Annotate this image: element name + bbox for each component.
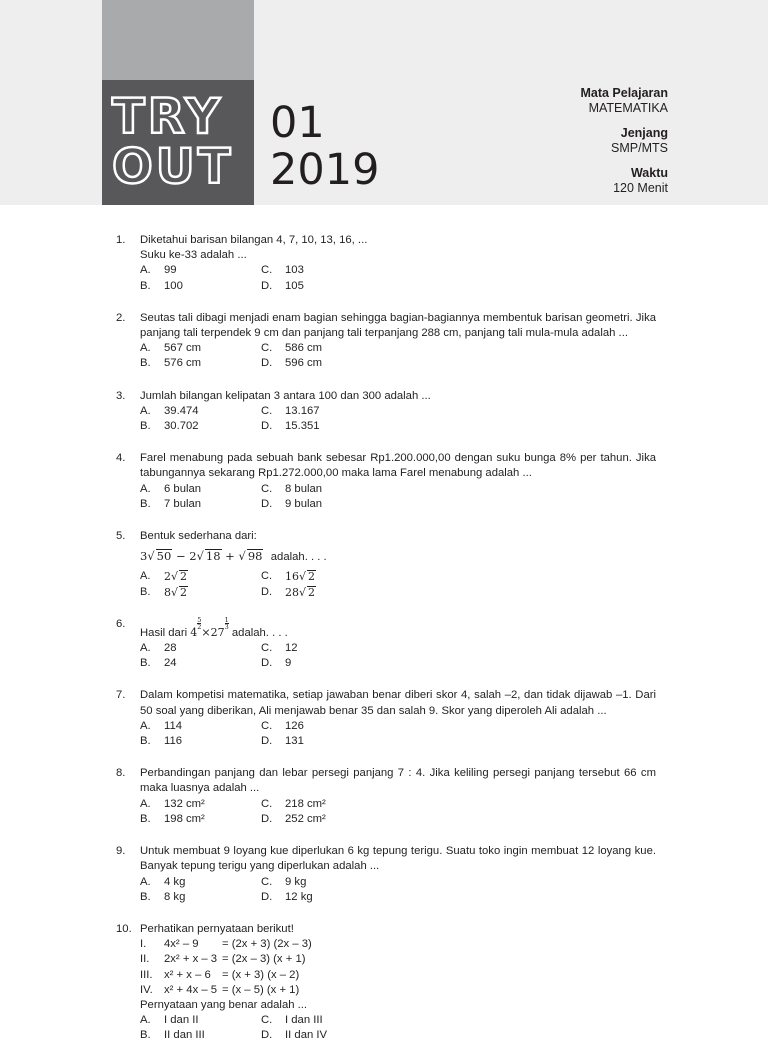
question-stem: Bentuk sederhana dari: [140,530,257,543]
option-d [261,734,411,749]
option-letter: B. [140,657,151,670]
option-text: 131 [285,735,304,748]
question-stem: Pernyataan yang benar adalah ... [140,998,308,1011]
denominator: 2 [197,622,202,631]
question-number: 3. [116,389,126,402]
level-label: Jenjang [620,126,668,140]
option-letter: A. [140,570,151,583]
option-text: 6 bulan [164,482,202,495]
option-letter: A. [140,342,151,355]
option-b [140,497,261,512]
question-number: 1. [116,234,126,246]
option-letter: A. [140,1014,151,1027]
option-a [140,641,261,656]
option-text: I dan II [164,1014,199,1027]
option-letter: C. [261,797,273,810]
statement-roman: I. [140,938,147,951]
logo-line-2: OUT [112,139,234,195]
option-text: II dan IV [285,1029,328,1042]
option-text: 39.474 [164,404,199,417]
option-text: 103 [285,264,304,277]
subject-label: Mata Pelajaran [580,86,668,100]
question-7 [116,688,656,749]
option-d [261,497,411,512]
power-expression [190,615,229,639]
option-text: 198 cm² [164,812,205,825]
statement-left: x² + 4x – 5 [164,983,218,996]
option-b [140,279,261,294]
statement-right: = (2x + 3) (2x – 3) [222,938,312,951]
option-a [140,797,261,812]
question-number: 5. [116,530,126,543]
radicand: 98 [247,549,263,564]
question-10 [116,922,656,1044]
option-text: 4 kg [164,875,186,888]
option-text: 24 [164,657,177,670]
option-letter: D. [261,735,273,748]
option-text: 105 [285,279,304,292]
option-letter: D. [261,357,273,370]
question-2 [116,311,656,372]
option-c [261,641,411,656]
option-text: 28 [164,642,177,655]
radicand: 2 [308,570,316,584]
option-letter: B. [140,357,151,370]
option-a [140,263,261,278]
option-text: 13.167 [285,404,320,417]
option-letter: B. [140,420,151,433]
option-text: 114 [164,719,183,732]
answer-options [140,719,656,749]
option-b [140,356,261,371]
option-letter: B. [140,497,151,510]
option-c [261,482,411,497]
stem-text: Hasil dari [140,626,191,639]
option-letter: B. [140,890,151,903]
option-text: 8 bulan [285,482,323,495]
question-stem: Jumlah bilangan kelipatan 3 antara 100 dan 300 adalah ... [140,389,431,402]
option-text: 576 cm [164,357,202,370]
option-text: 252 cm² [285,812,326,825]
statement-roman: IV. [140,983,153,996]
option-text: 567 cm [164,342,202,355]
answer-options [140,404,656,434]
logo-line-1: TRY [112,89,223,145]
question-stem [140,617,656,641]
option-letter: B. [140,735,151,748]
option-letter: C. [261,264,273,277]
radicand: 2 [308,585,316,599]
question-number: 6. [116,617,126,630]
coefficient: 2 [164,570,171,584]
option-b [140,585,261,600]
answer-options [140,641,656,671]
question-stem: Seutas tali dibagi menjadi enam bagian sehingga bagian-bagiannya membentuk barisan geometri. Jika panjang tali terpendek 9 cm dan panjang tali terpanjang 288 cm, panjang tali mula-mula adalah ... [140,311,656,340]
question-5 [116,529,656,600]
answer-options [140,482,656,512]
radicand: 50 [156,549,172,564]
option-c [261,875,411,890]
level-value: SMP/MTS [611,141,668,155]
subject-value: MATEMATIKA [588,101,668,115]
option-b [140,734,261,749]
radicand: 2 [180,585,188,599]
question-9 [116,844,656,905]
question-number: 7. [116,689,126,702]
option-letter: C. [261,642,273,655]
question-stem: Farel menabung pada sebuah bank sebesar Rp1.200.000,00 dengan suku bunga 8% per tahun. Jika tabungannya sekarang Rp1.272.000,00 maka lama Farel menabung adalah ... [140,452,656,480]
option-letter: D. [261,1029,273,1042]
option-text: 116 [164,735,183,748]
option-text: 30.702 [164,420,199,433]
answer-options [140,569,656,599]
option-b [140,419,261,434]
option-letter: C. [261,1014,273,1027]
option-c [261,569,411,584]
option-text: 9 bulan [285,497,323,510]
option-c [261,263,411,278]
option-letter: A. [140,642,151,655]
option-letter: D. [261,812,273,825]
option-b [140,1028,261,1043]
option-a [140,341,261,356]
statement-left: x² + x – 6 [164,968,211,981]
coefficient: 28 [285,585,299,599]
answer-options [140,1013,656,1043]
option-text: 12 kg [285,890,313,903]
option-text: 28√ 2 [285,585,316,599]
option-text: 132 cm² [164,797,205,810]
time-label: Waktu [630,166,668,180]
expression-tail: adalah. . . . [270,551,327,564]
operator: + [221,549,239,564]
option-text: 9 [285,657,292,670]
level-info [580,126,668,156]
option-d [261,356,411,371]
tryout-number-year [270,100,379,194]
question-3 [116,389,656,435]
option-letter: B. [140,279,151,292]
option-letter: A. [140,482,151,495]
option-text: 100 [164,279,183,292]
operator: − 2 [172,549,197,564]
question-6 [116,617,656,672]
question-stem: Untuk membuat 9 loyang kue diperlukan 6 kg tepung terigu. Suatu toko ingin membuat 12 loyang kue. Banyak tepung terigu yang diperlukan adalah ... [140,845,656,873]
statement-right: = (x + 3) (x – 2) [222,968,300,981]
statement-list [140,937,656,998]
option-letter: C. [261,719,273,732]
option-text: 8√ 2 [164,585,188,599]
option-letter: A. [140,719,151,732]
time-info [580,166,668,196]
tryout-number: 01 [270,98,325,148]
answer-options [140,875,656,905]
logo-top-block [102,0,254,80]
statement-left: 4x² – 9 [164,938,199,951]
option-letter: C. [261,570,272,583]
question-stem: Perhatikan pernyataan berikut! [140,922,294,935]
option-letter: A. [140,875,151,888]
statement-right: = (x – 5) (x + 1) [222,983,300,996]
question-number: 4. [116,452,126,465]
stem-text: adalah. . . . [228,626,288,639]
option-c [261,719,411,734]
option-a [140,719,261,734]
statement-left: 2x² + x – 3 [164,953,218,966]
option-d [261,279,411,294]
option-b [140,656,261,671]
radicand: 2 [180,570,188,584]
option-d [261,419,411,434]
question-stem: Diketahui barisan bilangan 4, 7, 10, 13, 16, ... [140,234,368,246]
option-letter: C. [261,482,273,495]
question-stem: Perbandingan panjang dan lebar persegi panjang 7 : 4. Jika keliling persegi panjang tersebut 66 cm maka luasnya adalah ... [140,767,656,795]
option-a [140,875,261,890]
statement-roman: II. [140,953,150,966]
option-c [261,1013,411,1028]
option-a [140,569,261,584]
option-text: I dan III [285,1014,323,1027]
coefficient: 3 [140,549,148,564]
option-a [140,404,261,419]
radicand: 18 [205,549,221,564]
option-d [261,585,411,600]
option-text: 15.351 [285,420,320,433]
option-letter: A. [140,404,151,417]
numerator: 5 [197,615,202,624]
option-letter: B. [140,585,151,598]
statement-roman: III. [140,968,153,981]
option-text: 218 cm² [285,797,326,810]
statement-right: = (2x – 3) (x + 1) [222,953,306,966]
operator-base: ×27 [201,625,225,639]
option-letter: D. [261,657,273,670]
option-letter: B. [140,812,151,825]
option-text: II dan III [164,1029,205,1042]
option-a [140,482,261,497]
answer-options [140,797,656,827]
answer-options [140,341,656,371]
question-number: 10. [116,922,132,935]
option-letter: C. [261,875,273,888]
option-letter: D. [261,279,273,292]
option-d [261,656,411,671]
option-letter: A. [140,797,151,810]
option-letter: D. [261,420,273,433]
option-text: 8 kg [164,890,186,903]
option-text: 9 kg [285,875,307,888]
numerator: 1 [224,615,229,624]
option-letter: D. [261,890,273,903]
option-text: 2√ 2 [164,570,188,584]
coefficient: 16 [285,570,299,584]
answer-options [140,263,656,293]
option-letter: C. [261,342,273,355]
question-4 [116,451,656,512]
question-number: 8. [116,767,126,780]
option-text: 16√ 2 [285,570,316,584]
option-c [261,341,411,356]
option-text: 99 [164,264,177,277]
time-value: 120 Menit [613,181,668,195]
question-number: 9. [116,845,126,858]
option-text: 126 [285,719,304,732]
question-stem: Dalam kompetisi matematika, setiap jawaban benar diberi skor 4, salah –2, dan tidak dijawab –1. Dari 50 soal yang diberikan, Ali menjawab benar 35 dan salah 9. Skor yang diperoleh Ali adalah ... [140,689,656,717]
tryout-year: 2019 [270,145,380,195]
option-text: 586 cm [285,342,323,355]
question-1 [116,233,656,294]
question-list [116,233,656,1061]
base: 4 [190,625,198,639]
option-c [261,404,411,419]
subject-info [580,86,668,116]
question-number: 2. [116,311,126,324]
option-b [140,812,261,827]
question-stem: Suku ke-33 adalah ... [140,249,247,262]
denominator: 3 [224,622,229,631]
option-letter: B. [140,1029,151,1042]
option-d [261,812,411,827]
logo-text [112,89,234,195]
radical-expression: 3√ 50 − 2√ 18 + √ 98 adalah. . . . [140,549,327,564]
option-letter: D. [261,585,272,598]
option-b [140,890,261,905]
option-c [261,797,411,812]
option-text: 12 [285,642,298,655]
option-d [261,1028,411,1043]
option-letter: D. [261,497,273,510]
option-letter: C. [261,404,273,417]
option-text: 7 bulan [164,497,202,510]
question-8 [116,766,656,827]
option-letter: A. [140,264,151,277]
option-d [261,890,411,905]
option-text: 596 cm [285,357,323,370]
option-a [140,1013,261,1028]
exam-info [580,86,668,206]
tryout-logo [102,80,254,205]
coefficient: 8 [164,585,171,599]
